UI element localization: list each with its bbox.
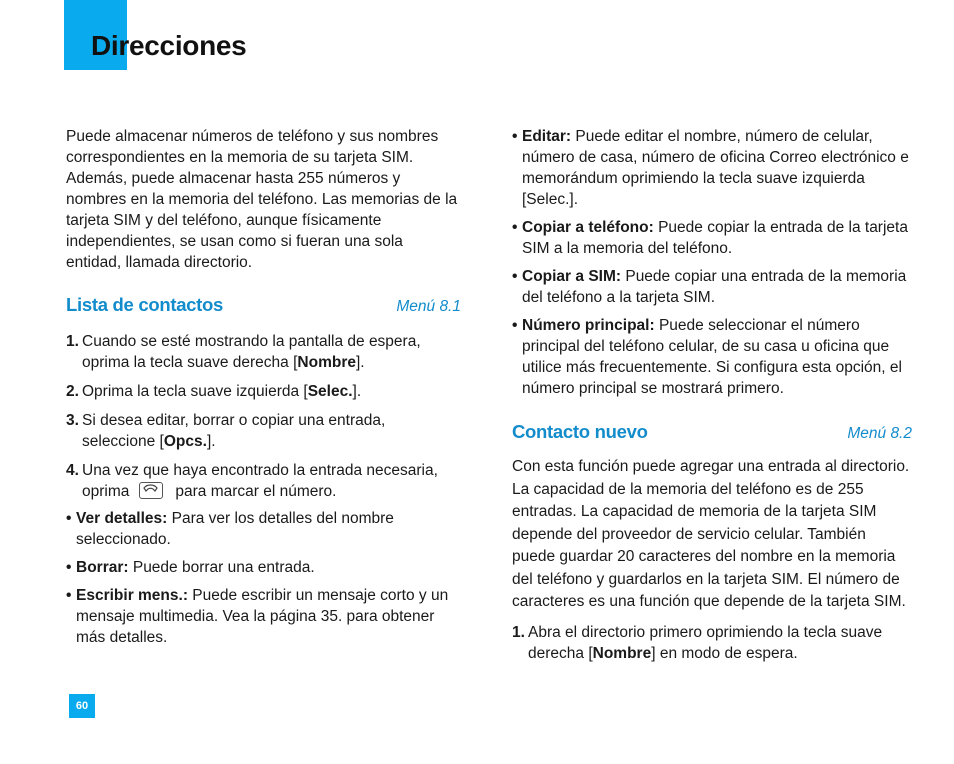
step-item	[66, 331, 461, 373]
bullet-item	[512, 126, 912, 210]
step-item	[66, 410, 461, 452]
bullet-icon: •	[512, 219, 518, 236]
bullet-icon: •	[66, 587, 72, 604]
bullet-item	[66, 557, 461, 578]
step-number: 3.	[66, 412, 79, 429]
bullet-item	[512, 217, 912, 259]
intro-paragraph: Puede almacenar números de teléfono y sus nombres correspondientes en la memoria de su tarjeta SIM. Además, puede almacenar hasta 255 números y nombres en la memoria del teléfono. Las memorias de la tarjeta SIM y del teléfono, aunque físicamente independientes, se usan como si fueran una sola entidad, llamada directorio.	[66, 128, 458, 271]
step-text: Abra el directorio primero oprimiendo la tecla suave derecha [Nombre] en modo de espera.	[528, 623, 883, 662]
section-header-new-contact	[512, 421, 912, 444]
bullet-icon: •	[66, 510, 72, 527]
step-number: 1.	[512, 623, 525, 641]
section-header-contact-list	[66, 294, 461, 317]
step-text: Cuando se esté mostrando la pantalla de espera, oprima la tecla suave derecha [Nombre].	[82, 333, 421, 371]
bullet-text: Copiar a teléfono: Puede copiar la entrada de la tarjeta SIM a la memoria del teléfono.	[522, 219, 908, 257]
bullet-item	[512, 266, 912, 308]
section-title: Contacto nuevo	[512, 421, 648, 442]
bullet-icon: •	[512, 317, 518, 334]
step-number: 4.	[66, 462, 79, 479]
section-title: Lista de contactos	[66, 294, 224, 315]
bullet-text: Borrar: Puede borrar una entrada.	[76, 559, 315, 576]
step-text: Si desea editar, borrar o copiar una entrada, seleccione [Opcs.].	[82, 412, 386, 450]
right-column	[512, 126, 912, 672]
step-item	[512, 622, 912, 664]
bullet-icon: •	[512, 268, 518, 285]
step-number: 1.	[66, 333, 79, 350]
new-contact-paragraph: Con esta función puede agregar una entrada al directorio. La capacidad de la memoria del teléfono es de 255 entradas. La capacidad de memoria de la tarjeta SIM depende del proveedor de servicio celular. También puede guardar 20 caracteres del nombre en la memoria del teléfono y guardarlos en la tarjeta SIM. El número de caracteres es una función que depende de la tarjeta SIM.	[512, 458, 910, 610]
left-column	[66, 126, 461, 655]
bullet-item	[512, 315, 912, 399]
menu-reference: Menú 8.1	[396, 298, 461, 315]
bullet-icon: •	[66, 559, 72, 576]
bullet-icon: •	[512, 128, 518, 145]
bullet-item	[66, 585, 461, 648]
bullet-text: Escribir mens.: Puede escribir un mensaje corto y un mensaje multimedia. Vea la página 35. para obtener más detalles.	[76, 587, 449, 646]
step-number: 2.	[66, 383, 79, 400]
menu-reference: Menú 8.2	[847, 425, 912, 442]
bullet-text: Copiar a SIM: Puede copiar una entrada de la memoria del teléfono a la tarjeta SIM.	[522, 268, 907, 306]
bullet-item	[66, 508, 461, 550]
bullet-text: Ver detalles: Para ver los detalles del nombre seleccionado.	[76, 510, 394, 548]
bullet-text: Número principal: Puede seleccionar el número principal del teléfono celular, de su casa u oficina que utilice más frecuentemente. Si configura esta opción, el número principal se mostrará primero.	[522, 317, 902, 397]
page-number: 60	[69, 694, 95, 718]
page-title: Direcciones	[91, 30, 247, 61]
bullet-text: Editar: Puede editar el nombre, número de celular, número de casa, número de oficina Correo electrónico e memorándum oprimiendo la tecla suave izquierda [Selec.].	[522, 128, 909, 208]
step-item	[66, 381, 461, 402]
step-item	[66, 460, 461, 502]
step-text: Oprima la tecla suave izquierda [Selec.].	[82, 383, 362, 400]
step-text: Una vez que haya encontrado la entrada necesaria, oprima para marcar el número.	[82, 462, 438, 500]
send-key-icon	[139, 482, 163, 499]
